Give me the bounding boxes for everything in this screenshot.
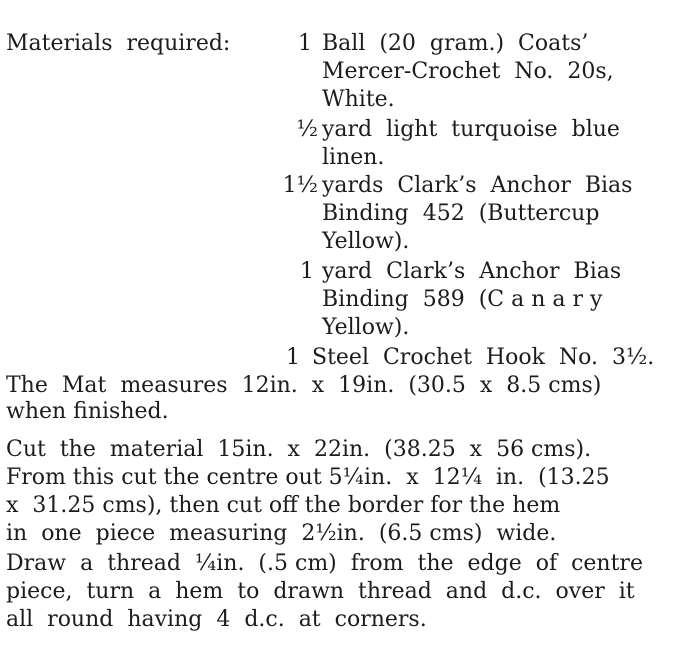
item-4-line-1: yard Clark’s Anchor Bias: [322, 259, 622, 284]
instruction-line-2: From this cut the centre out 5¼in. x 12¼ in. (13.25: [6, 465, 610, 490]
instruction-line-6: piece, turn a hem to drawn thread and d.c. over it: [6, 579, 635, 604]
item-5-line-1: Steel Crochet Hook No. 3½.: [312, 345, 655, 370]
instruction-line-1: Cut the material 15in. x 22in. (38.25 x 56 cms).: [6, 437, 592, 462]
item-3-line-3: Yellow).: [322, 229, 410, 254]
instruction-line-7: all round having 4 d.c. at corners.: [6, 607, 427, 632]
instruction-line-5: Draw a thread ¼in. (.5 cm) from the edge of centre: [6, 551, 643, 576]
item-2-line-1: yard light turquoise blue: [322, 117, 620, 142]
measure-line-2: when finished.: [6, 399, 169, 424]
item-1-line-2: Mercer-Crochet No. 20s,: [322, 59, 614, 84]
measure-line-1: The Mat measures 12in. x 19in. (30.5 x 8.5 cms): [6, 373, 602, 398]
item-1-quantity: 1: [298, 31, 312, 56]
item-1-line-1: Ball (20 gram.) Coats’: [322, 31, 589, 56]
item-1-line-3: White.: [322, 87, 395, 112]
item-2-quantity: ½: [296, 117, 318, 142]
item-3-quantity: 1½: [282, 173, 318, 198]
instruction-line-4: in one piece measuring 2½in. (6.5 cms) wide.: [6, 521, 557, 546]
item-3-line-1: yards Clark’s Anchor Bias: [322, 173, 633, 198]
instruction-line-3: x 31.25 cms), then cut off the border for the hem: [6, 493, 561, 518]
item-4-line-2: Binding 589 (C a n a r y: [322, 287, 603, 312]
materials-label: Materials required:: [6, 31, 231, 56]
item-3-line-2: Binding 452 (Buttercup: [322, 201, 600, 226]
item-5-quantity: 1: [286, 345, 300, 370]
item-4-line-3: Yellow).: [322, 315, 410, 340]
item-4-quantity: 1: [300, 259, 314, 284]
item-2-line-2: linen.: [322, 145, 385, 170]
